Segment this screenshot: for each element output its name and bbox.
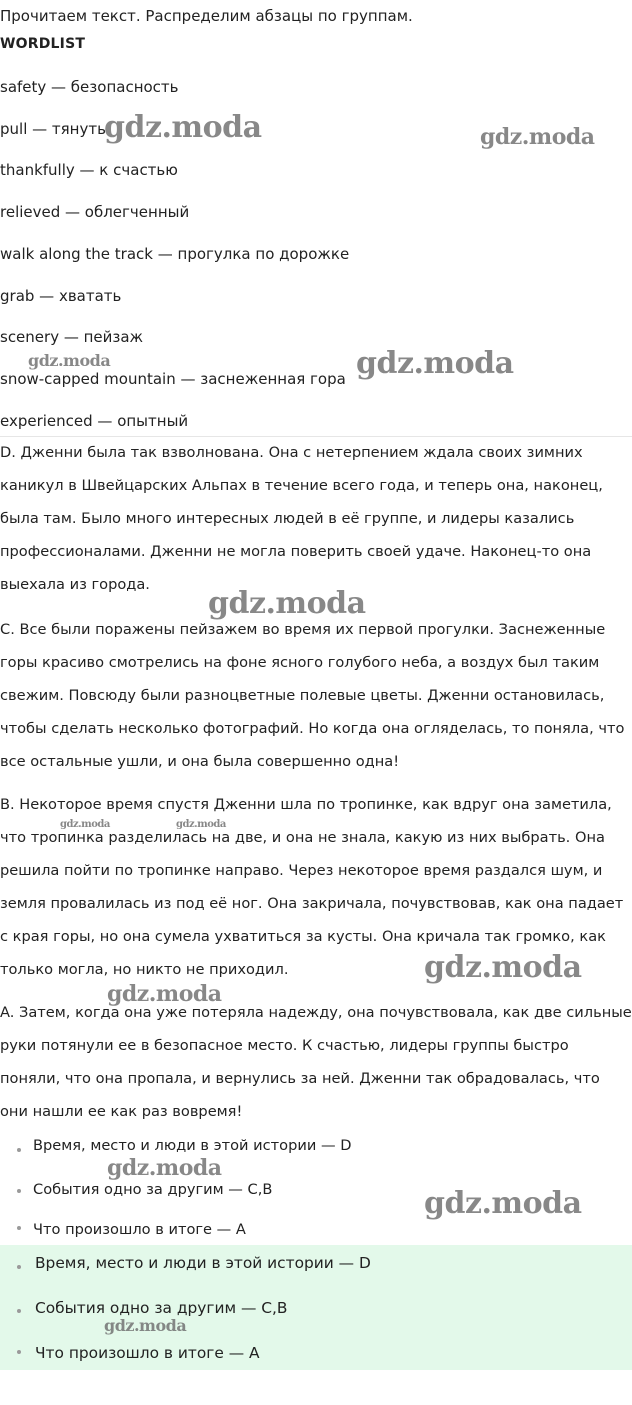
watermark: gdz.moda	[176, 819, 226, 830]
paragraph-line: что тропинка разделилась на две, и она не знала, какую из них выбрать. Она	[0, 829, 605, 846]
paragraph-line: земля провалилась из под её ног. Она закричала, почувствовав, как она падает	[0, 895, 624, 912]
answer-box	[0, 1245, 632, 1370]
paragraph-line: каникул в Швейцарских Альпах в течение всего года, и теперь она, наконец,	[0, 477, 603, 494]
paragraph-line: поняли, что она пропала, и вернулись за ней. Дженни так обрадовалась, что	[0, 1070, 600, 1087]
bullet-icon	[17, 1350, 21, 1354]
bullet-icon	[17, 1265, 21, 1269]
answer-list	[0, 1245, 632, 1370]
bullet-icon	[17, 1226, 21, 1230]
watermark: gdz.moda	[107, 1155, 222, 1181]
paragraph-line: свежим. Повсюду были разноцветные полевые цветы. Дженни остановилась,	[0, 687, 605, 704]
paragraph-c	[0, 613, 632, 778]
paragraph-line: решила пойти по тропинке направо. Через некоторое время раздался шум, и	[0, 862, 603, 879]
paragraph-line: выехала из города.	[0, 576, 150, 593]
wordlist-item: safety — безопасность	[0, 78, 179, 96]
paragraph-line: A. Затем, когда она уже потеряла надежду, она почувствовала, как две сильные	[0, 1004, 632, 1021]
answer-text: Время, место и люди в этой истории — D	[35, 1254, 371, 1272]
bullet-icon	[17, 1309, 21, 1313]
list-item	[0, 1245, 632, 1289]
paragraph-a	[0, 996, 632, 1128]
wordlist-item: grab — хватать	[0, 287, 122, 305]
watermark: gdz.moda	[424, 1186, 582, 1221]
paragraph-line: была там. Было много интересных людей в её группе, и лидеры казались	[0, 510, 575, 527]
list-item	[0, 1289, 632, 1333]
wordlist-item: thankfully — к счастью	[0, 161, 178, 179]
paragraph-line: только могла, но никто не приходил.	[0, 961, 289, 978]
watermark: gdz.moda	[356, 346, 514, 381]
list-item	[0, 1129, 632, 1171]
paragraph-line: профессионалами. Дженни не могла поверить своей удаче. Наконец-то она	[0, 543, 592, 560]
paragraph-line: B. Некоторое время спустя Дженни шла по тропинке, как вдруг она заметила,	[0, 796, 612, 813]
paragraph-line: все остальные ушли, и она была совершенно одна!	[0, 753, 400, 770]
intro-text: Прочитаем текст. Распределим абзацы по группам.	[0, 7, 413, 25]
watermark: gdz.moda	[208, 586, 366, 621]
wordlist-item: scenery — пейзаж	[0, 328, 144, 346]
watermark: gdz.moda	[60, 819, 110, 830]
wordlist-item: walk along the track — прогулка по дорожке	[0, 245, 350, 263]
watermark: gdz.moda	[104, 1316, 187, 1335]
answer-text: События одно за другим — C,B	[35, 1299, 288, 1317]
paragraph-line: горы красиво смотрелись на фоне ясного голубого неба, а воздух был таким	[0, 654, 600, 671]
paragraph-line: чтобы сделать несколько фотографий. Но когда она огляделась, то поняла, что	[0, 720, 625, 737]
wordlist-heading: WORDLIST	[0, 36, 86, 52]
wordlist-item: experienced — опытный	[0, 412, 189, 430]
group-text: События одно за другим — C,B	[33, 1181, 273, 1198]
paragraph-line: C. Все были поражены пейзажем во время их первой прогулки. Заснеженные	[0, 621, 606, 638]
watermark: gdz.moda	[107, 981, 222, 1007]
paragraph-line: с края горы, но она сумела ухватиться за кусты. Она кричала так громко, как	[0, 928, 606, 945]
paragraph-line: руки потянули ее в безопасное место. К счастью, лидеры группы быстро	[0, 1037, 569, 1054]
list-item	[0, 1333, 632, 1370]
watermark: gdz.moda	[104, 110, 262, 145]
bullet-icon	[17, 1148, 21, 1152]
paragraph-d	[0, 436, 632, 601]
watermark: gdz.moda	[424, 950, 582, 985]
group-text: Время, место и люди в этой истории — D	[33, 1137, 352, 1154]
wordlist-item: relieved — облегченный	[0, 203, 190, 221]
answer-text: Что произошло в итоге — A	[35, 1344, 260, 1362]
watermark: gdz.moda	[28, 351, 111, 370]
wordlist-item: snow-capped mountain — заснеженная гора	[0, 370, 346, 388]
group-text: Что произошло в итоге — A	[33, 1221, 246, 1238]
paragraph-line: они нашли ее как раз вовремя!	[0, 1103, 243, 1120]
wordlist-item: pull — тянуть	[0, 120, 106, 138]
bullet-icon	[17, 1189, 21, 1193]
paragraph-line: D. Дженни была так взволнована. Она с нетерпением ждала своих зимних	[0, 444, 583, 461]
watermark: gdz.moda	[480, 124, 595, 150]
